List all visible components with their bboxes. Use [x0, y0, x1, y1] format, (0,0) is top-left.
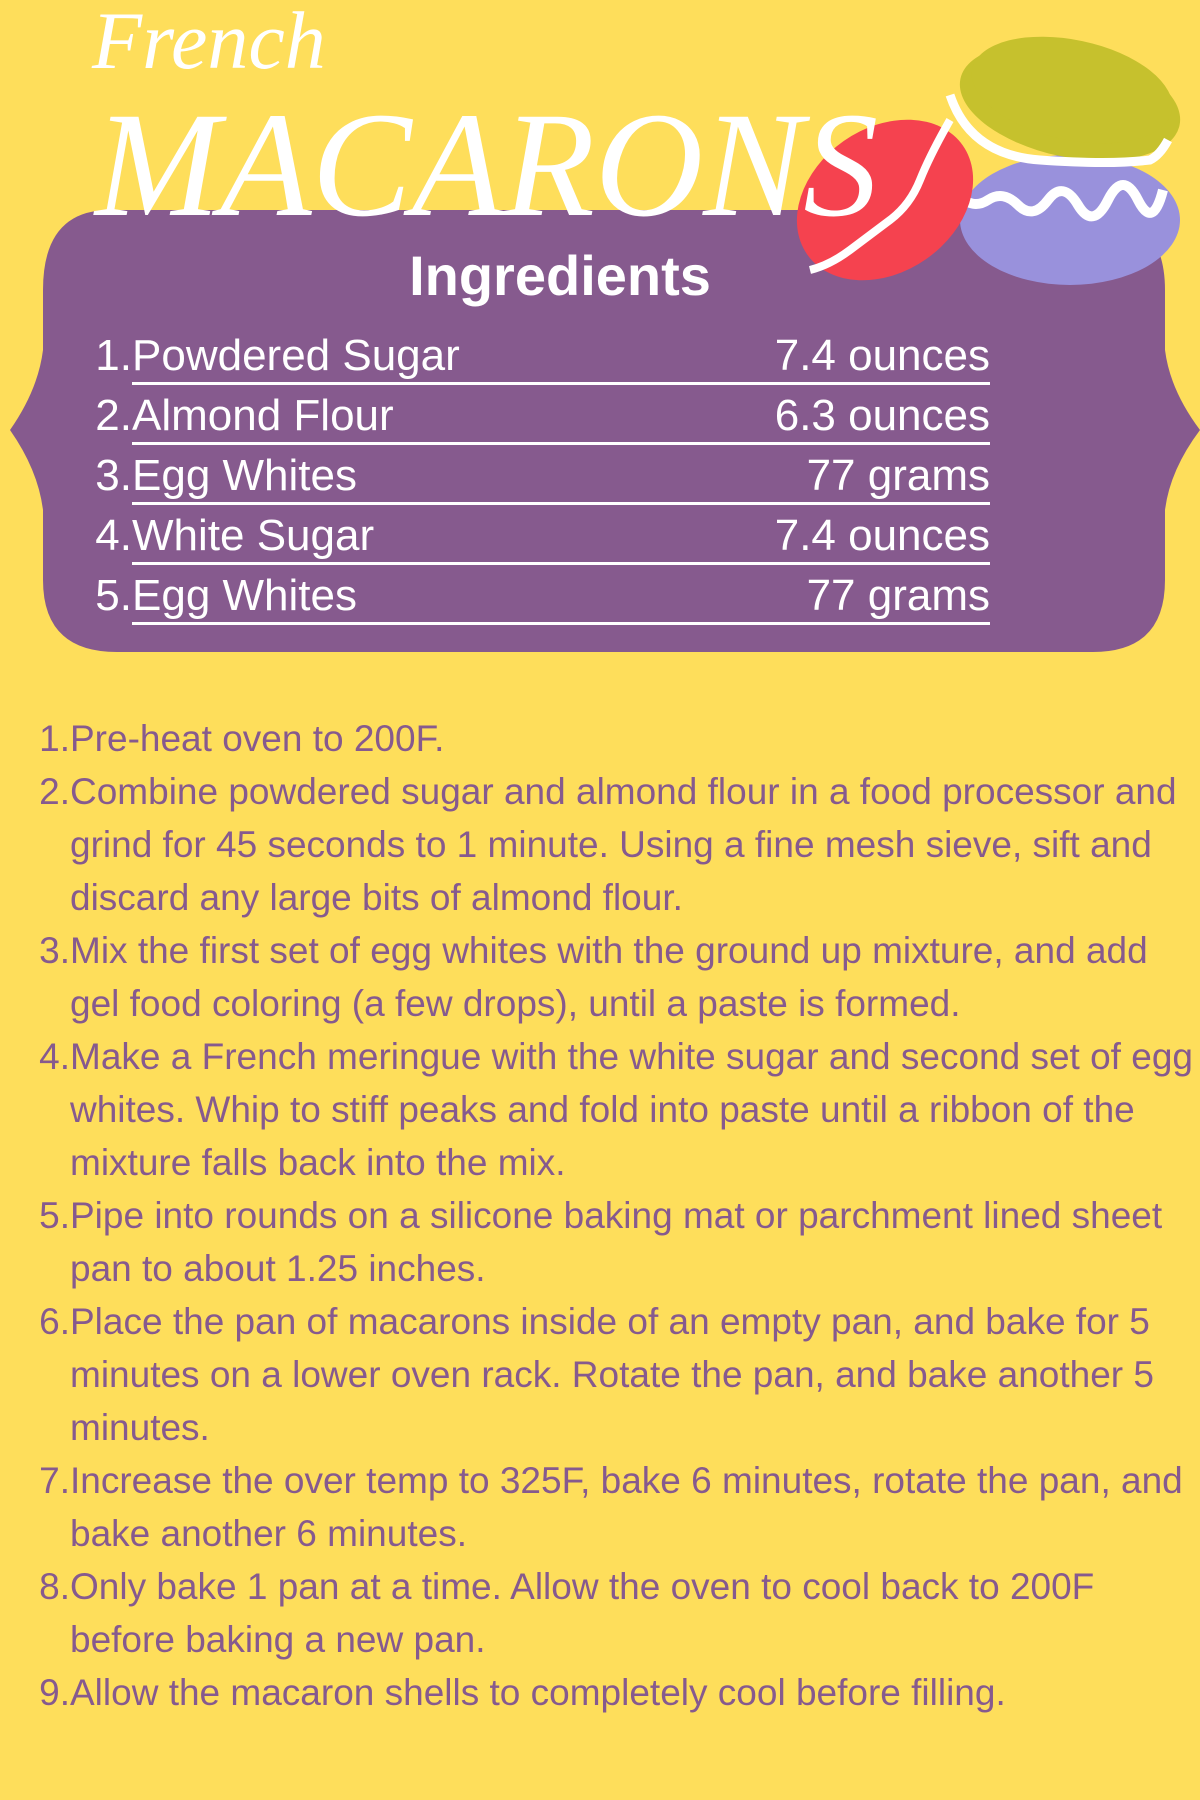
step-text: Pre-heat oven to 200F.	[70, 718, 445, 759]
instruction-step	[0, 1666, 1197, 1719]
step-number: 7.	[39, 1460, 70, 1501]
step-text: Combine powdered sugar and almond flour in a food processor and grind for 45 seconds to 1 minute. Using a fine mesh sieve, sift and discard any large bits of almond flour.	[70, 771, 1177, 918]
green-macaron-icon	[949, 20, 1191, 179]
ingredient-name: Powdered Sugar	[132, 331, 460, 380]
step-number: 2.	[39, 771, 70, 812]
ingredient-line	[132, 450, 990, 505]
step-number: 5.	[39, 1195, 70, 1236]
ingredient-row	[88, 450, 990, 505]
ingredient-line	[132, 390, 990, 445]
ingredient-amount: 7.4 ounces	[774, 331, 990, 380]
ingredient-name: Egg Whites	[132, 571, 357, 620]
step-number: 1.	[39, 718, 70, 759]
ingredient-line	[132, 570, 990, 625]
ingredients-heading: Ingredients	[409, 244, 711, 307]
ingredient-row	[88, 390, 990, 445]
ingredient-amount: 7.4 ounces	[774, 511, 990, 560]
step-text: Make a French meringue with the white sugar and second set of egg whites. Whip to stiff peaks and fold into paste until a ribbon of the mixture falls back into the mix.	[70, 1036, 1193, 1183]
instructions-list	[0, 712, 1200, 1719]
ingredient-name: White Sugar	[132, 511, 375, 560]
instruction-step	[0, 1454, 1197, 1560]
step-text: Mix the first set of egg whites with the ground up mixture, and add gel food coloring (a few drops), until a paste is formed.	[70, 930, 1148, 1024]
step-number: 3.	[39, 930, 70, 971]
ingredient-name: Almond Flour	[132, 391, 394, 440]
ingredient-row	[88, 330, 990, 385]
ingredient-line	[132, 510, 990, 565]
ingredient-number: 4.	[95, 511, 132, 560]
step-text: Increase the over temp to 325F, bake 6 minutes, rotate the pan, and bake another 6 minutes.	[70, 1460, 1183, 1554]
step-text: Place the pan of macarons inside of an empty pan, and bake for 5 minutes on a lower oven rack. Rotate the pan, and bake another 5 minutes.	[70, 1301, 1154, 1448]
step-number: 4.	[39, 1036, 70, 1077]
instruction-step	[0, 924, 1197, 1030]
step-text: Pipe into rounds on a silicone baking mat or parchment lined sheet pan to about 1.25 inches.	[70, 1195, 1163, 1289]
step-number: 8.	[39, 1566, 70, 1607]
instruction-step	[0, 712, 1197, 765]
ingredient-amount: 6.3 ounces	[774, 391, 990, 440]
ingredient-number: 5.	[95, 571, 132, 620]
ingredient-number: 3.	[95, 451, 132, 500]
instruction-step	[0, 765, 1197, 924]
ingredient-amount: 77 grams	[806, 571, 990, 620]
ingredient-amount: 77 grams	[806, 451, 990, 500]
ingredient-number: 1.	[95, 331, 132, 380]
ingredient-line	[132, 330, 990, 385]
instruction-step	[0, 1189, 1197, 1295]
title-macarons: MACARONS	[95, 82, 879, 248]
step-number: 6.	[39, 1301, 70, 1342]
instruction-step	[0, 1030, 1197, 1189]
step-text: Only bake 1 pan at a time. Allow the oven to cool back to 200F before baking a new pan.	[70, 1566, 1095, 1660]
ingredient-row	[88, 510, 990, 565]
ingredient-number: 2.	[95, 391, 132, 440]
title-french: French	[92, 0, 326, 86]
instruction-step	[0, 1295, 1197, 1454]
step-text: Allow the macaron shells to completely cool before filling.	[70, 1672, 1006, 1713]
ingredient-name: Egg Whites	[132, 451, 357, 500]
instruction-step	[0, 1560, 1197, 1666]
step-number: 9.	[39, 1672, 70, 1713]
ingredient-row	[88, 570, 990, 625]
